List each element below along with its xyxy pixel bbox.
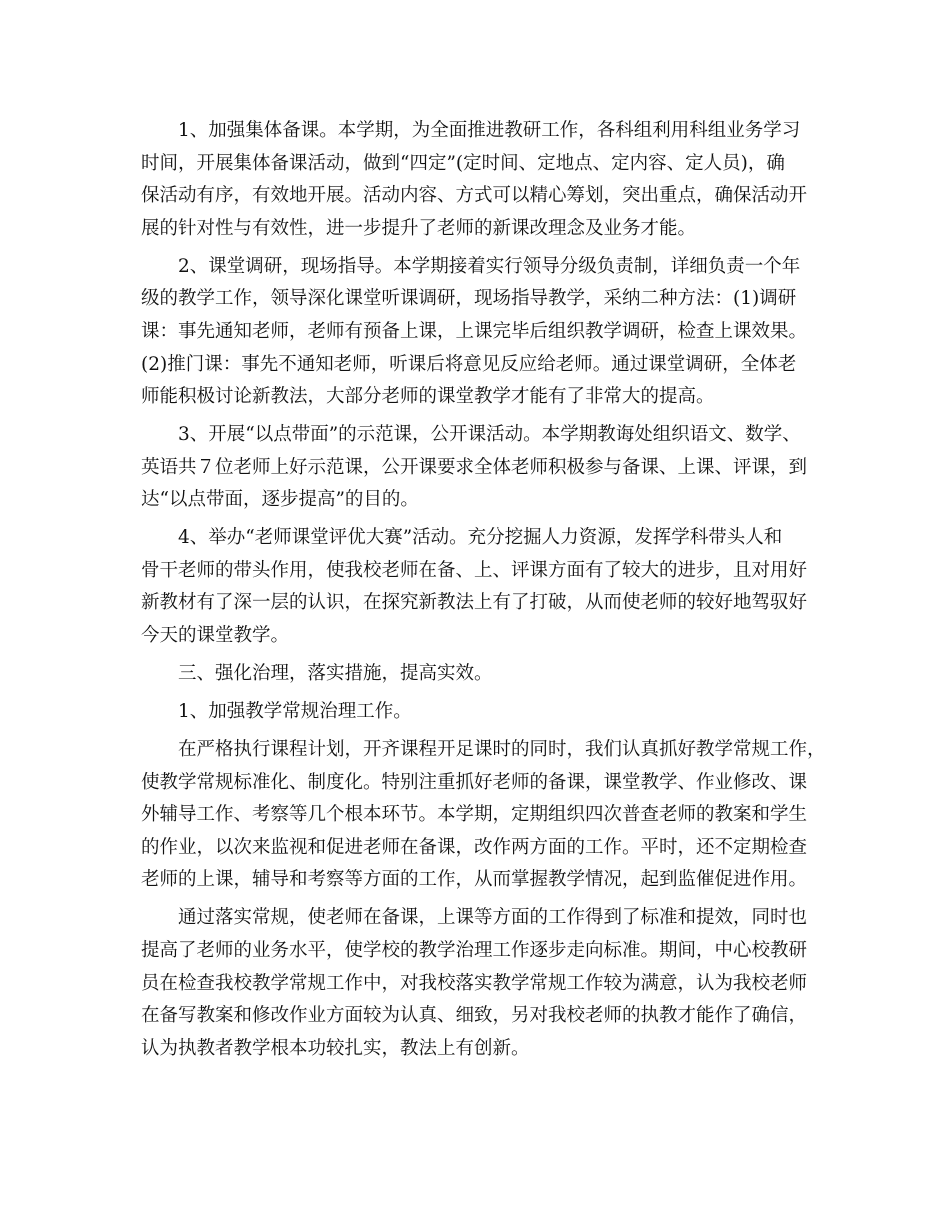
text-line: 外辅导工作、考察等几个根本环节。本学期，定期组织四次普查老师的教案和学生	[141, 804, 808, 826]
text-line: 提高了老师的业务水平，使学校的教学治理工作逐步走向标准。期间，中心校教研	[141, 939, 808, 961]
paragraph-classroom-research	[141, 251, 823, 414]
text-line: 在备写教案和修改作业方面较为认真、细致，另对我校老师的执教才能作了确信，	[141, 1005, 808, 1027]
text-line: 通过落实常规，使老师在备课，上课等方面的工作得到了标准和提效，同时也	[178, 907, 808, 929]
text-line: 展的针对性与有效性，进一步提升了老师的新课改理念及业务才能。	[141, 217, 697, 239]
text-line: 的作业，以次来监视和促进老师在备课，改作两方面的工作。平时，还不定期检查	[141, 836, 808, 858]
text-line: 认为执教者教学根本功较扎实，教法上有创新。	[141, 1037, 530, 1059]
text-line: 4、举办“老师课堂评优大赛”活动。充分挖掘人力资源，发挥学科带头人和	[178, 527, 783, 549]
text-line: 在严格执行课程计划，开齐课程开足课时的同时，我们认真抓好教学常规工作，	[178, 739, 826, 761]
subsection-heading-routine-management	[141, 696, 823, 729]
text-line: (2)推门课：事先不通知老师，听课后将意见反应给老师。通过课堂调研，全体老	[141, 353, 797, 375]
text-line: 3、开展“以点带面”的示范课，公开课活动。本学期教诲处组织语文、数学、	[178, 424, 801, 446]
text-line: 1、加强教学常规治理工作。	[178, 701, 412, 723]
paragraph-results	[141, 902, 823, 1065]
text-line: 时间，开展集体备课活动，做到“四定”(定时间、定地点、定内容、定人员)，确	[141, 152, 785, 174]
text-line: 1、加强集体备课。本学期，为全面推进教研工作，各科组利用科组业务学习	[178, 120, 801, 141]
text-line: 今天的课堂教学。	[141, 625, 290, 647]
text-line: 2、课堂调研，现场指导。本学期接着实行领导分级负责制，详细负责一个年	[178, 255, 801, 277]
text-line: 员在检查我校教学常规工作中，对我校落实教学常规工作较为满意，认为我校老师	[141, 972, 808, 994]
text-line: 老师的上课，辅导和考察等方面的工作，从而掌握教学情况，起到监催促进作用。	[141, 869, 808, 891]
section-heading-management	[141, 658, 823, 691]
text-line: 英语共７位老师上好示范课，公开课要求全体老师积极参与备课、上课、评课，到	[141, 456, 808, 478]
text-line: 师能积极讨论新教法，大部分老师的课堂教学才能有了非常大的提高。	[141, 386, 715, 408]
text-line: 达“以点带面，逐步提高”的目的。	[141, 489, 419, 511]
text-line: 级的教学工作，领导深化课堂听课调研，现场指导教学，采纳二种方法：(1)调研	[141, 288, 797, 310]
text-line: 使教学常规标准化、制度化。特别注重抓好老师的备课，课堂教学、作业修改、课	[141, 771, 808, 793]
document-body	[141, 115, 826, 1065]
text-line: 三、强化治理，落实措施，提高实效。	[178, 663, 493, 685]
text-line: 骨干老师的带头作用，使我校老师在备、上、评课方面有了较大的进步，且对用好	[141, 559, 808, 581]
text-line: 课：事先通知老师，老师有预备上课，上课完毕后组织教学调研，检查上课效果。	[141, 320, 808, 342]
paragraph-demonstration-lessons	[141, 419, 823, 517]
paragraph-routine-work	[141, 734, 826, 897]
paragraph-teaching-competition	[141, 522, 823, 652]
paragraph-collective-lesson-prep	[141, 115, 823, 245]
text-line: 新教材有了深一层的认识，在探究新教法上有了打破，从而使老师的较好地驾驭好	[141, 592, 808, 614]
text-line: 保活动有序，有效地开展。活动内容、方式可以精心筹划，突出重点，确保活动开	[141, 185, 808, 207]
